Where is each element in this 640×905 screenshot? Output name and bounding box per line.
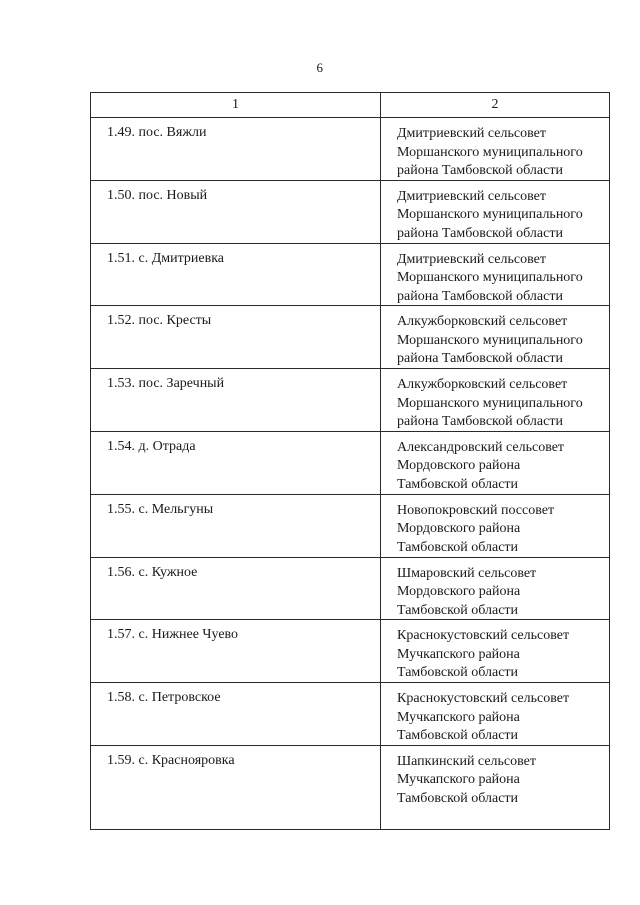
municipality-line: Дмитриевский сельсовет [397,251,546,267]
municipality-line: района Тамбовской области [397,351,563,367]
municipality-cell [381,683,610,746]
municipality-line: Алкужборковский сельсовет [397,314,568,330]
municipality-line: Тамбовской области [397,602,519,618]
column-header-2: 2 [381,93,610,118]
municipality-line: района Тамбовской области [397,225,563,241]
municipality-cell [381,369,610,432]
column-header-1: 1 [91,93,381,118]
municipality-line: Мучкапского района [397,646,520,662]
municipality-line: Тамбовской области [397,728,519,744]
municipality-line: Мордовского района [397,458,521,474]
table-row [91,243,610,306]
municipality-line: района Тамбовской области [397,288,563,304]
municipality-line: Моршанского муниципального [397,207,583,223]
settlement-cell [91,557,381,620]
municipality-cell [381,243,610,306]
municipality-cell [381,557,610,620]
municipality-line: Мучкапского района [397,772,520,788]
municipality-line: Дмитриевский сельсовет [397,188,546,204]
municipality-cell [381,494,610,557]
settlement-name: 1.58. с. Петровское [107,690,221,706]
table-body [91,93,610,830]
settlement-name: 1.56. с. Кужное [107,564,198,580]
table-row [91,494,610,557]
municipality-line: Алкужборковский сельсовет [397,377,568,393]
table-row [91,431,610,494]
settlement-name: 1.54. д. Отрада [107,438,196,454]
municipality-line: Дмитриевский сельсовет [397,126,546,141]
table-row [91,369,610,432]
municipality-line: Тамбовской области [397,790,519,806]
municipality-line: Моршанского муниципального [397,270,583,286]
municipality-line: Моршанского муниципального [397,395,583,411]
settlement-name: 1.49. пос. Вяжли [107,125,207,140]
municipality-line: Шмаровский сельсовет [397,565,537,581]
municipality-cell [381,118,610,181]
municipality-cell [381,745,610,829]
table-header-row [91,93,610,118]
municipality-line: района Тамбовской области [397,163,563,178]
settlement-name: 1.51. с. Дмитриевка [107,250,225,266]
page-number: 6 [316,60,324,75]
municipality-cell [381,306,610,369]
municipality-line: Мордовского района [397,584,521,600]
table-row [91,306,610,369]
settlement-name: 1.50. пос. Новый [107,187,208,203]
municipality-cell [381,431,610,494]
municipality-line: Моршанского муниципального [397,332,583,348]
settlement-name: 1.57. с. Нижнее Чуево [107,627,239,643]
municipality-cell [381,180,610,243]
settlement-cell [91,683,381,746]
settlement-name: 1.53. пос. Заречный [107,376,225,392]
table-row [91,118,610,181]
settlement-cell [91,369,381,432]
settlement-cell [91,620,381,683]
settlement-cell [91,243,381,306]
settlement-cell [91,745,381,829]
municipality-line: Тамбовской области [397,476,519,492]
table-row [91,620,610,683]
municipality-line: Краснокустовский сельсовет [397,628,570,644]
table-row [91,557,610,620]
municipality-line: Тамбовской области [397,539,519,555]
municipality-line: района Тамбовской области [397,414,563,430]
table-row [91,683,610,746]
settlement-name: 1.55. с. Мельгуны [107,501,214,517]
table-row [91,745,610,829]
settlement-cell [91,431,381,494]
municipality-line: Мучкапского района [397,709,520,725]
settlement-cell [91,306,381,369]
settlement-cell [91,180,381,243]
municipality-line: Тамбовской области [397,665,519,681]
municipality-line: Александровский сельсовет [397,439,565,455]
municipality-line: Новопокровский поссовет [397,502,555,518]
settlement-cell [91,118,381,181]
municipality-line: Краснокустовский сельсовет [397,691,570,707]
municipality-line: Мордовского района [397,521,521,537]
municipality-line: Шапкинский сельсовет [397,753,536,769]
settlement-name: 1.59. с. Краснояровка [107,752,235,768]
table-row [91,180,610,243]
municipality-line: Моршанского муниципального [397,144,583,160]
municipality-cell [381,620,610,683]
settlements-table [90,92,610,830]
settlement-cell [91,494,381,557]
settlement-name: 1.52. пос. Кресты [107,313,212,329]
